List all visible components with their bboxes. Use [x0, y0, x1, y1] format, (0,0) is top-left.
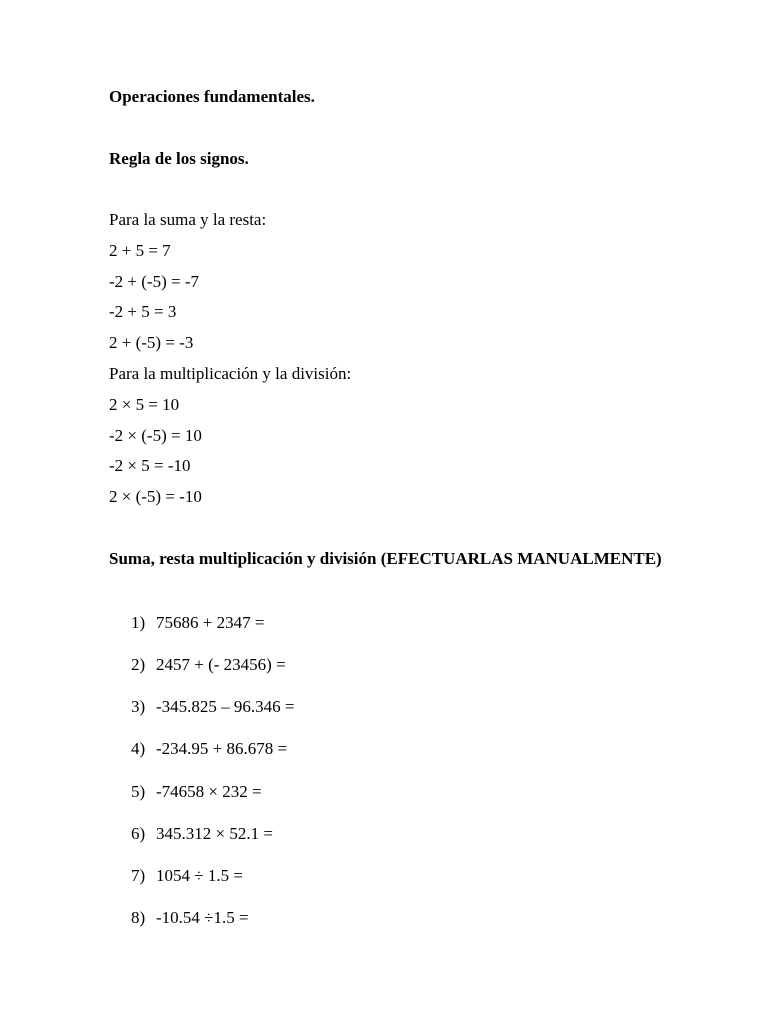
exercise-expression: 2457 + (- 23456) = [156, 655, 286, 674]
exercise-number: 8) [131, 908, 146, 927]
exercise-number: 6) [131, 824, 146, 843]
exercise-expression: -234.95 + 86.678 = [156, 739, 288, 758]
exercise-item [131, 739, 287, 759]
mult-rule-label: Para la multiplicación y la división: [109, 364, 352, 383]
exercise-item [131, 655, 286, 675]
section-title-sign-rules: Regla de los signos. [109, 149, 249, 168]
exercise-number: 2) [131, 655, 146, 674]
mult-example: -2 × (-5) = 10 [109, 426, 202, 445]
exercise-expression: -345.825 – 96.346 = [156, 697, 295, 716]
exercise-number: 1) [131, 613, 146, 632]
exercise-item [131, 908, 249, 928]
sum-rule-label: Para la suma y la resta: [109, 210, 267, 229]
exercise-item [131, 697, 295, 717]
exercise-expression: -10.54 ÷1.5 = [156, 908, 249, 927]
section-title-exercises: Suma, resta multiplicación y división (EFECTUARLAS MANUALMENTE) [109, 549, 662, 568]
exercise-number: 3) [131, 697, 146, 716]
sum-example: -2 + 5 = 3 [109, 302, 177, 321]
sum-example: -2 + (-5) = -7 [109, 272, 199, 291]
exercise-number: 7) [131, 866, 146, 885]
exercise-expression: 75686 + 2347 = [156, 613, 265, 632]
exercise-expression: -74658 × 232 = [156, 782, 262, 801]
mult-example: 2 × 5 = 10 [109, 395, 180, 414]
exercise-expression: 1054 ÷ 1.5 = [156, 866, 243, 885]
mult-example: -2 × 5 = -10 [109, 456, 191, 475]
document-title: Operaciones fundamentales. [109, 87, 315, 106]
exercise-expression: 345.312 × 52.1 = [156, 824, 273, 843]
exercise-item [131, 782, 262, 802]
exercise-number: 5) [131, 782, 146, 801]
exercise-item [131, 866, 243, 886]
mult-example: 2 × (-5) = -10 [109, 487, 202, 506]
exercise-number: 4) [131, 739, 146, 758]
sum-example: 2 + 5 = 7 [109, 241, 171, 260]
exercise-item [131, 824, 273, 844]
sum-example: 2 + (-5) = -3 [109, 333, 194, 352]
exercise-item [131, 613, 264, 633]
